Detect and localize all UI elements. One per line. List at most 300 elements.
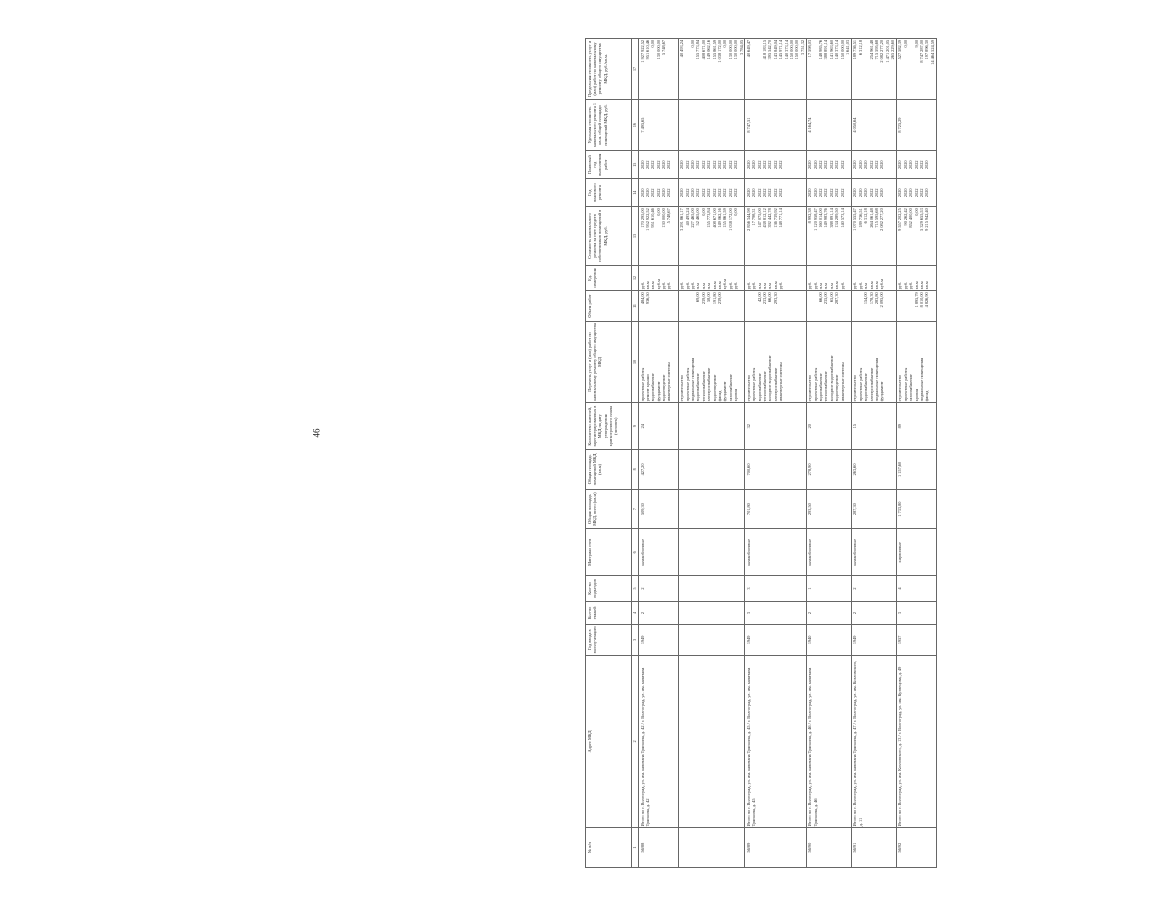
table-cell: 24 <box>639 403 679 450</box>
cell-line: 438 812,12 <box>762 208 768 228</box>
table-cell-list <box>639 179 679 207</box>
table-cell-list <box>851 321 896 403</box>
cell-line: 254 961,48 <box>868 40 874 60</box>
table-cell: шлакоблочные <box>806 529 851 576</box>
cell-line: 2022 <box>756 188 762 198</box>
cell-line: 2022 <box>666 160 672 170</box>
table-cell: шлакоблочные <box>745 529 806 576</box>
cell-line: 0,00 <box>655 208 661 216</box>
cell-line: 2020 <box>745 160 751 170</box>
table-cell: 278,90 <box>806 450 851 490</box>
column-header: Количество жителей, зарегистрированных в МКД на дату утверждения краткосрочного плана (человек) <box>586 403 632 450</box>
cell-line: 2022 <box>834 188 840 198</box>
column-number: 5 <box>632 576 639 602</box>
table-row <box>896 39 936 868</box>
cell-line: 2022 <box>828 188 834 198</box>
table-cell: шлакоблочные <box>639 529 679 576</box>
cell-line: 2020 <box>902 160 908 170</box>
cell-line: руб. <box>745 281 751 290</box>
table-cell: Итого по г. Волгоград, ул. им. капитана Тряскина, д. 47 / г. Волгоград, ул. им. Козловского, д. 11 <box>851 655 896 828</box>
table-cell: 56/88 <box>639 828 679 868</box>
cell-line: ремонт крыши <box>644 374 650 402</box>
cell-line: фундамент <box>722 381 728 402</box>
cell-line: водоотведение <box>661 374 667 402</box>
cell-line: 2020 <box>745 188 751 198</box>
cell-line: 134 289,50 <box>834 208 840 228</box>
table-cell-list <box>639 321 679 403</box>
cell-line: 40 649,47 <box>745 40 751 58</box>
cell-line: проектные работы <box>751 367 757 402</box>
column-header: Общая площадь помещений МКД (кв.м) <box>586 450 632 490</box>
cell-line: инженерные системы <box>839 361 845 402</box>
table-cell-list <box>806 207 851 265</box>
cell-line: руб. <box>857 281 863 290</box>
table-cell-list <box>745 291 806 321</box>
cell-line: руб. <box>684 281 690 290</box>
table-cell <box>678 601 745 624</box>
table-cell: 8 725,29 <box>896 99 936 150</box>
table-cell-list <box>851 151 896 179</box>
cell-line: теплоснабжение <box>700 371 706 402</box>
column-number: 17 <box>632 39 639 100</box>
cell-line: 141 963,60 <box>828 40 834 60</box>
table-cell-list <box>639 39 679 100</box>
cell-line: 170 295,00 <box>639 208 645 228</box>
cell-line: 2022 <box>700 188 706 198</box>
table-cell: 1949 <box>851 625 896 655</box>
table-cell: Итого по г. Волгоград, ул. им. капитана Тряскина, д. 46 / г. Волгоград, ул. им. капитана Тряскина, д. 46 <box>806 655 851 828</box>
cell-line: 715 595,68 <box>873 40 879 60</box>
cell-line: 1 038 172,00 <box>716 40 722 63</box>
cell-line: 2 095,00 <box>879 292 885 308</box>
cell-line: газоснабжение <box>727 374 733 402</box>
column-header: Предельная стоимость услуг и (или) работ по капитальному ремонту общего имущества МКД, руб./кв.м. <box>586 39 632 100</box>
cell-line: 8 992,38 <box>807 208 813 224</box>
cell-line: 2020 <box>863 160 869 170</box>
cell-line: 2022 <box>650 160 656 170</box>
table-cell: 20 <box>806 403 851 450</box>
table-cell: Итого по г. Волгоград, ул. им. капитана Тряскина, д. 42 / г. Волгоград, ул. им. капитана Тряскина, д. 42 <box>639 655 679 828</box>
cell-line: 2022 <box>695 188 701 198</box>
cell-line: инженерные системы <box>778 361 784 402</box>
cell-line: 2022 <box>727 188 733 198</box>
cell-line: кв.м <box>711 281 717 290</box>
cell-line: 8 010,00 <box>919 292 925 308</box>
cell-line: руб. <box>807 281 813 290</box>
cell-line: 197 896,30 <box>924 40 930 60</box>
cell-line: руб. <box>908 281 914 290</box>
cell-line: 852 400,00 <box>908 208 914 228</box>
cell-line: водоснабжение <box>695 373 701 402</box>
table-cell <box>678 576 745 602</box>
cell-line: руб. <box>812 281 818 290</box>
cell-line: п.м <box>863 283 869 290</box>
cell-line: 1 471 201,05 <box>884 40 890 63</box>
table-cell-list <box>896 39 936 100</box>
table-cell: 15 <box>851 403 896 450</box>
table-cell: 1 157,60 <box>896 450 936 490</box>
table-cell: 427,20 <box>639 450 679 490</box>
cell-line: куб.м <box>722 279 728 290</box>
cell-line: 235,00 <box>823 292 829 305</box>
cell-line: 2022 <box>756 160 762 170</box>
cell-line: 2022 <box>727 160 733 170</box>
cell-line: 2022 <box>650 188 656 198</box>
table-cell-list <box>745 179 806 207</box>
cell-line: 2020 <box>661 188 667 198</box>
cell-line: 8 747 287,00 <box>919 40 925 63</box>
cell-line: электроснабжение <box>772 367 778 402</box>
cell-line: 287,30 <box>834 292 840 305</box>
cell-line: 17 598,03 <box>807 40 813 58</box>
cell-line: кв.м <box>772 281 778 290</box>
cell-line: 2022 <box>711 160 717 170</box>
table-cell: 3 <box>745 576 806 602</box>
cell-line: строительство <box>679 375 685 402</box>
cell-line: кв.м <box>868 281 874 290</box>
cell-line: 418 183,15 <box>762 40 768 60</box>
table-cell: 1 <box>806 576 851 602</box>
table-cell: 287,30 <box>851 489 896 529</box>
column-header: Удельная стоимость капитального ремонта 1 кв.м. общей площади помещений МКД, руб. <box>586 99 632 150</box>
table-row <box>851 39 896 868</box>
cell-line: 0,00 <box>650 40 656 48</box>
table-cell <box>678 489 745 529</box>
table-cell-list <box>806 321 851 403</box>
table-cell <box>678 655 745 828</box>
cell-line: 2022 <box>722 160 728 170</box>
cell-line: 2022 <box>762 160 768 170</box>
cell-line: 2020 <box>897 188 903 198</box>
table-cell-list <box>678 265 745 291</box>
cell-line: 155 861,59 <box>722 208 728 228</box>
table-cell <box>678 529 745 576</box>
cell-line: 2020 <box>812 188 818 198</box>
cell-line: 1 070 555,47 <box>852 208 858 231</box>
cell-line: 2022 <box>919 160 925 170</box>
cell-line <box>778 292 783 319</box>
cell-line: 90 262,42 <box>902 208 908 226</box>
cell-line: 395 542,70 <box>767 40 773 60</box>
cell-line: 136 739,92 <box>772 208 778 228</box>
cell-line: 2022 <box>767 188 773 198</box>
cell-line: теплоснабжение <box>762 371 768 402</box>
cell-line: 2020 <box>879 188 885 198</box>
table-cell <box>678 450 745 490</box>
cell-line: 2022 <box>772 160 778 170</box>
cell-line: 388 891,14 <box>828 208 834 228</box>
cell-line: строительство <box>852 375 858 402</box>
cell-line: 2022 <box>684 188 690 198</box>
cell-line: 2022 <box>666 188 672 198</box>
cell-line: 2022 <box>913 188 919 198</box>
column-number: 3 <box>632 625 639 655</box>
cell-line: кровля <box>913 388 919 402</box>
cell-line: водоснабжение <box>650 373 656 402</box>
table-cell-list <box>806 39 851 100</box>
cell-line: 130 000,00 <box>727 40 733 60</box>
table-cell-list <box>896 291 936 321</box>
table-cell: 2 <box>806 601 851 624</box>
table-cell-list <box>806 291 851 321</box>
cell-line <box>672 40 677 98</box>
table-cell: 8 747,51 <box>745 99 806 150</box>
table-row <box>678 39 745 868</box>
cell-line: 2022 <box>684 160 690 170</box>
cell-line: подвальные помещения <box>919 357 925 402</box>
cell-line: проектные работы <box>684 367 690 402</box>
cell-line: руб. <box>839 281 845 290</box>
cell-line: 69,00 <box>695 292 701 302</box>
column-header: Материал стен <box>586 529 632 576</box>
table-cell <box>678 99 745 150</box>
cell-line: кв.м <box>913 281 919 290</box>
cell-line: 408 671,00 <box>711 208 717 228</box>
table-cell: 7 495,65 <box>639 99 679 150</box>
cell-line: фундамент <box>879 381 885 402</box>
cell-line <box>666 292 671 319</box>
table-cell-list <box>745 39 806 100</box>
cell-line: кв.м <box>650 281 656 290</box>
column-header: Кол-во подъездов <box>586 576 632 602</box>
repair-plan-table <box>585 38 937 868</box>
cell-line: проектные работы <box>812 367 818 402</box>
cell-line: 2020 <box>852 188 858 198</box>
table-cell-list <box>678 151 745 179</box>
cell-line: кв.м <box>834 281 840 290</box>
cell-line: 2020 <box>897 160 903 170</box>
cell-line: 227 465,00 <box>690 208 696 228</box>
cell-line: подвальные помещения <box>690 357 696 402</box>
cell-line: 2020 <box>902 188 908 198</box>
cell-line: руб. <box>902 281 908 290</box>
cell-line: 0,00 <box>700 208 706 216</box>
column-header: Год ввода в эксплу-атацию <box>586 625 632 655</box>
table-cell: шлакоблочные <box>851 529 896 576</box>
cell-line: 1 038 172,00 <box>727 208 733 231</box>
table-cell: 1949 <box>639 625 679 655</box>
cell-line: 388 891,14 <box>823 40 829 60</box>
column-number-row <box>632 39 639 868</box>
cell-line: проектные работы <box>639 367 645 402</box>
cell-line: кв.м <box>924 281 930 290</box>
table-cell: Итого по г. Волгоград, ул. им. капитана Тряскина, д. 45 / г. Волгоград, ул. им. капитана Тряскина, д. 45 <box>745 655 806 828</box>
cell-line: 66,00 <box>818 292 823 302</box>
cell-line: 2022 <box>644 160 650 170</box>
table-cell: 2 <box>851 601 896 624</box>
table-cell: 1957 <box>896 625 936 655</box>
cell-line: 2022 <box>722 188 728 198</box>
table-cell <box>678 625 745 655</box>
table-cell-list <box>639 151 679 179</box>
table-cell-list <box>896 207 936 265</box>
cell-line: руб. <box>751 281 757 290</box>
cell-line: 149 062,16 <box>716 208 722 228</box>
cell-line: 2022 <box>711 188 717 198</box>
table-cell-list <box>851 291 896 321</box>
cell-line: 2020 <box>690 188 696 198</box>
cell-line: 0,00 <box>913 208 919 216</box>
cell-line: 2022 <box>873 160 879 170</box>
cell-line: п.м <box>767 283 773 290</box>
cell-line: 484,00 <box>639 292 645 305</box>
cell-line: 191,80 <box>711 292 717 305</box>
column-header: Стоимость капитального ремонта за счет средств собственников помещений в МКД, руб. <box>586 207 632 265</box>
cell-line: 2 082 277,20 <box>879 208 885 231</box>
table-cell: 1949 <box>745 625 806 655</box>
cell-line: 150 000,00 <box>794 40 800 60</box>
cell-line: 2022 <box>823 160 829 170</box>
table-cell: 4 164,74 <box>806 99 851 150</box>
cell-line: 2022 <box>839 188 845 198</box>
cell-line: 178,30 <box>868 292 874 305</box>
cell-line: куб.м <box>879 279 885 290</box>
cell-line: кв.м <box>644 281 650 290</box>
cell-line: 2022 <box>706 160 712 170</box>
cell-line: п.м <box>756 283 762 290</box>
cell-line: 2022 <box>778 188 784 198</box>
cell-line: п.м <box>823 283 829 290</box>
cell-line: 17 798,31 <box>751 208 757 226</box>
cell-line: 2020 <box>807 188 813 198</box>
cell-line: 2020 <box>661 160 667 170</box>
column-header: Объем работ <box>586 291 632 321</box>
cell-line: 2022 <box>818 160 823 170</box>
column-number: 11 <box>632 291 639 321</box>
cell-line: 0,00 <box>722 40 728 48</box>
cell-line: руб. <box>727 281 733 290</box>
cell-line: электроснабжение <box>706 367 712 402</box>
cell-line: 6 312,18 <box>863 208 869 224</box>
cell-line: 3 291 861,17 <box>679 208 685 231</box>
column-number: 1 <box>632 828 639 868</box>
cell-line: 40 493,24 <box>679 40 685 58</box>
cell-line: 2022 <box>834 160 840 170</box>
cell-line: 527 582,39 <box>897 40 903 60</box>
column-header: Перечень услуг и (или) работ по капитальному ремонту общего имущества МКД <box>586 321 632 403</box>
table-cell: 89 <box>896 403 936 450</box>
cell-line: 2020 <box>751 188 757 198</box>
table-cell-list <box>678 179 745 207</box>
column-header: Общая площадь МКД, всего (кв.м) <box>586 489 632 529</box>
table-cell: 56/91 <box>851 828 896 868</box>
table-cell-list <box>678 321 745 403</box>
cell-line: 9 215 942,40 <box>924 208 930 231</box>
table-cell: 56/92 <box>896 828 936 868</box>
cell-line: 52 465,00 <box>695 208 701 226</box>
cell-line: 2020 <box>679 160 685 170</box>
cell-line: 2 082 277,20 <box>879 40 885 63</box>
cell-line: 2020 <box>639 160 645 170</box>
table-cell-list <box>806 265 851 291</box>
cell-line: фасад <box>924 390 930 402</box>
cell-line: 66,00 <box>767 292 773 302</box>
cell-line: 715 595,68 <box>873 208 879 228</box>
cell-line: 2022 <box>716 188 722 198</box>
cell-line: электроснабжение <box>868 367 874 402</box>
cell-line: 2020 <box>908 160 914 170</box>
cell-line: 2022 <box>733 188 739 198</box>
cell-line: руб. <box>690 281 696 290</box>
cell-line: 145 971,14 <box>778 40 784 60</box>
cell-line: 40 493,24 <box>684 208 690 226</box>
table-cell-list <box>896 179 936 207</box>
cell-line: 2020 <box>639 188 645 198</box>
column-number: 4 <box>632 601 639 624</box>
table-cell: 56/89 <box>745 828 806 868</box>
cell-line: 2022 <box>868 188 874 198</box>
cell-line: 1 120 958,47 <box>812 208 818 231</box>
cell-line: 130 000,00 <box>733 40 739 60</box>
cell-line: 3 751,32 <box>799 40 805 56</box>
page-number: 46 <box>311 428 322 438</box>
table-cell-list <box>851 265 896 291</box>
table-cell-list <box>806 179 851 207</box>
cell-line: 149 983,76 <box>823 208 829 228</box>
cell-line: 147 075,00 <box>756 208 762 228</box>
cell-line: п.м <box>762 283 768 290</box>
cell-line: 2022 <box>772 188 778 198</box>
table-cell: 1940 <box>806 625 851 655</box>
table-cell: 509,30 <box>639 489 679 529</box>
cell-line: 2020 <box>908 188 914 198</box>
cell-line: 2022 <box>778 160 784 170</box>
table-cell-list <box>745 207 806 265</box>
cell-line: 2020 <box>924 188 930 198</box>
cell-line: руб. <box>897 281 903 290</box>
table-cell: 293,50 <box>806 489 851 529</box>
table-row <box>806 39 851 868</box>
cell-line: проектные работы <box>902 367 908 402</box>
column-header: Год планового ремонта <box>586 179 632 207</box>
cell-line: 160 014,00 <box>818 208 823 228</box>
cell-line: 5 329 655,53 <box>919 208 925 231</box>
cell-line: 143 849,04 <box>772 40 778 60</box>
table-row <box>745 39 806 868</box>
cell-line: 2022 <box>913 160 919 170</box>
cell-line: 239,00 <box>716 292 722 305</box>
table-cell <box>678 828 745 868</box>
cell-line: 283,80 <box>873 292 879 305</box>
cell-line: 155 861,59 <box>711 40 717 60</box>
table-cell-list <box>745 265 806 291</box>
cell-line: 1 927 922,52 <box>639 40 645 63</box>
cell-line: руб. <box>733 281 739 290</box>
column-number: 13 <box>632 207 639 265</box>
column-header: Ед. измерения <box>586 265 632 291</box>
table-cell: 2 <box>639 601 679 624</box>
cell-line: п.м <box>706 283 712 290</box>
cell-line: подвальные помещения <box>873 357 879 402</box>
cell-line: руб. <box>666 281 672 290</box>
cell-line: 0,00 <box>902 40 908 48</box>
column-number: 10 <box>632 321 639 403</box>
cell-line: строительство <box>897 375 903 402</box>
cell-line: руб. <box>852 281 858 290</box>
cell-line: 2022 <box>823 188 829 198</box>
table-cell-list <box>678 291 745 321</box>
cell-line <box>840 292 845 319</box>
table-cell-list <box>678 207 745 265</box>
cell-line: 140 373,14 <box>834 40 840 60</box>
cell-line: водоотведение <box>834 374 840 402</box>
table-cell-list <box>678 39 745 100</box>
cell-line: 2022 <box>655 188 661 198</box>
cell-line: 148 985,76 <box>818 40 823 60</box>
cell-line: руб. <box>639 281 645 290</box>
cell-line: руб. <box>661 281 667 290</box>
cell-line: 2022 <box>733 160 739 170</box>
